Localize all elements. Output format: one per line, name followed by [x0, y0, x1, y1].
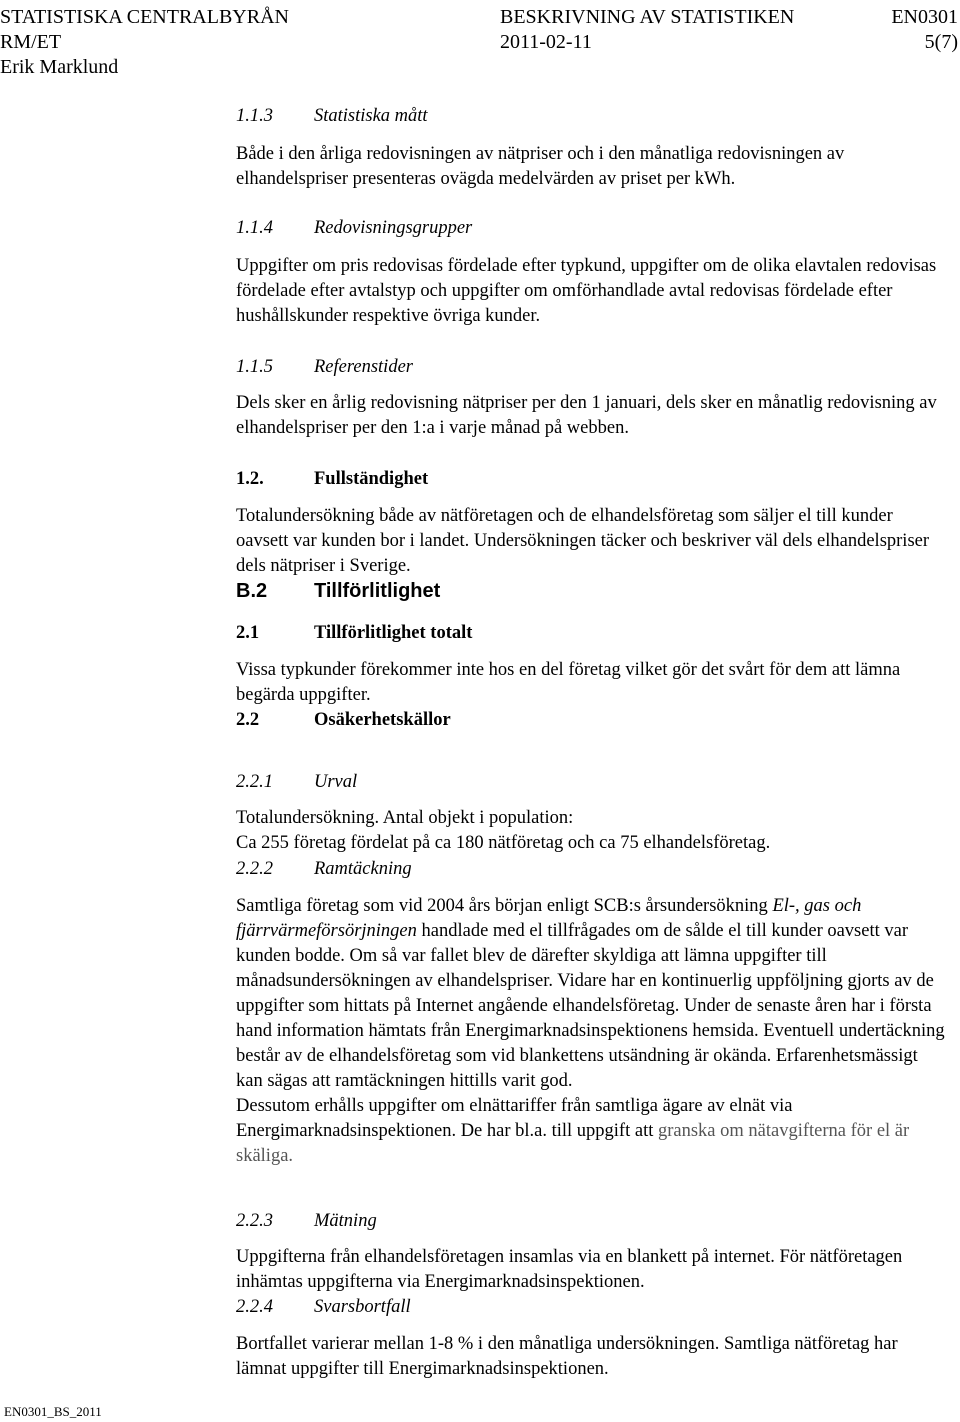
paragraph: Uppgifter om pris redovisas fördelade efter typkund, uppgifter om de olika elavtalen redovisas fördelade efter avtalstyp och uppgifter om omförhandlade avtal redovisas fördelade efter hushållskunder respektive övriga kunder.	[236, 256, 937, 326]
header-org: STATISTISKA CENTRALBYRÅN	[0, 6, 289, 28]
footer-code: EN0301_BS_2011	[4, 1404, 102, 1419]
paragraph: Totalundersökning både av nätföretagen och de elhandelsföretag som säljer el till kunder oavsett var kunden bor i landet. Undersökningen täcker och beskriver väl dels elhandelspriser dels nätpriser i Sverige.	[236, 506, 930, 576]
text-run: handlade med el tillfrågades om de sålde el till kunder oavsett var kunden bodde. Om så var fallet blev de därefter skyldiga att lämna uppgifter till månadsundersökningen av elhandelspriser. Vidare har en kontinuerlig uppföljning gjorts av de uppgifter som hittats på Internet angående elhandelsföretag. Under de senaste åren har i första hand information hämtats från Energimarknadsinspektionens hemsida. Eventuell undertäckning består av de elhandelsföretag som vid blankettens utsändning är okända. Erfarenhetsmässigt kan sägas att ramtäckningen hittills varit god.	[236, 921, 945, 1091]
header-doc-title: BESKRIVNING AV STATISTIKEN	[500, 6, 795, 28]
section-title: Mätning	[314, 1211, 377, 1231]
section-number: 1.1.3	[236, 106, 273, 126]
section-heading-2-2-3	[236, 1209, 377, 1234]
section-number: 2.2.3	[236, 1211, 273, 1231]
header-date: 2011-02-11	[500, 31, 592, 53]
paragraph: Både i den årliga redovisningen av nätpriser och i den månatliga redovisningen av elhandelspriser presenteras ovägda medelvärden av priset per kWh.	[236, 144, 845, 189]
text-run: Dessutom erhålls uppgifter om elnättariffer från samtliga ägare av elnät via Energimarknadsinspektionen. De har bl.a. till uppgift att	[236, 1096, 793, 1141]
section-heading-b-2	[236, 579, 440, 604]
section-number: B.2	[236, 580, 268, 602]
section-title: Tillförlitlighet	[314, 580, 441, 602]
section-heading-2-1	[236, 621, 472, 646]
section-title: Redovisningsgrupper	[314, 218, 473, 238]
section-heading-2-2	[236, 708, 451, 733]
paragraph	[236, 894, 948, 1094]
section-title: Referenstider	[314, 357, 413, 377]
section-heading-1-1-5	[236, 355, 413, 380]
section-number: 2.1	[236, 623, 260, 643]
survey-name: El-, gas och fjärrvärmeförsörjningen	[236, 896, 862, 941]
header-page: 5(7)	[924, 31, 958, 53]
paragraph: Bortfallet varierar mellan 1-8 % i den månatliga undersökningen. Samtliga nätföretag har lämnat uppgifter till Energimarknadsinspektionen.	[236, 1334, 898, 1379]
section-number: 1.1.4	[236, 218, 273, 238]
paragraph	[236, 1094, 948, 1169]
section-title: Statistiska mått	[314, 106, 428, 126]
section-heading-1-1-3	[236, 104, 428, 129]
header-doc-id: EN0301	[891, 6, 958, 28]
section-heading-1-2	[236, 467, 428, 492]
section-title: Urval	[314, 772, 358, 792]
section-text-2-1	[236, 658, 948, 708]
text-run: Samtliga företag som vid 2004 års början enligt SCB:s årsundersökning	[236, 896, 773, 916]
header-dept: RM/ET	[0, 31, 62, 53]
paragraph: Uppgifterna från elhandelsföretagen insamlas via en blankett på internet. För nätföretagen inhämtas uppgifterna via Energimarknadsinspektionen.	[236, 1247, 903, 1292]
section-title: Ramtäckning	[314, 859, 412, 879]
section-title: Osäkerhetskällor	[314, 710, 451, 730]
section-title: Tillförlitlighet totalt	[314, 623, 473, 643]
section-heading-1-1-4	[236, 216, 472, 241]
section-heading-2-2-2	[236, 857, 412, 882]
section-text-1-1-5	[236, 391, 948, 441]
text-run-gray: granska om nätavgifterna för el är skäliga.	[236, 1121, 910, 1166]
section-number: 2.2.4	[236, 1297, 273, 1317]
section-text-1-2	[236, 504, 948, 579]
section-number: 2.2	[236, 710, 260, 730]
section-heading-2-2-1	[236, 770, 357, 795]
section-number: 2.2.1	[236, 772, 273, 792]
section-text-1-1-4	[236, 254, 948, 329]
paragraph-line: Totalundersökning. Antal objekt i population:	[236, 808, 574, 828]
header-author: Erik Marklund	[0, 56, 119, 78]
section-text-2-2-3	[236, 1245, 948, 1295]
section-number: 1.2.	[236, 469, 264, 489]
section-title: Fullständighet	[314, 469, 429, 489]
section-text-2-2-1	[236, 806, 948, 856]
paragraph: Vissa typkunder förekommer inte hos en del företag vilket gör det svårt för dem att lämna begärda uppgifter.	[236, 660, 901, 705]
section-number: 1.1.5	[236, 357, 273, 377]
section-heading-2-2-4	[236, 1295, 411, 1320]
section-text-2-2-2	[236, 894, 948, 1169]
paragraph: Dels sker en årlig redovisning nätpriser per den 1 januari, dels sker en månatlig redovisning av elhandelspriser per den 1:a i varje månad på webben.	[236, 393, 937, 438]
section-text-1-1-3	[236, 142, 948, 192]
section-text-2-2-4	[236, 1332, 948, 1382]
paragraph-line: Ca 255 företag fördelat på ca 180 nätföretag och ca 75 elhandelsföretag.	[236, 833, 771, 853]
section-title: Svarsbortfall	[314, 1297, 411, 1317]
section-number: 2.2.2	[236, 859, 273, 879]
